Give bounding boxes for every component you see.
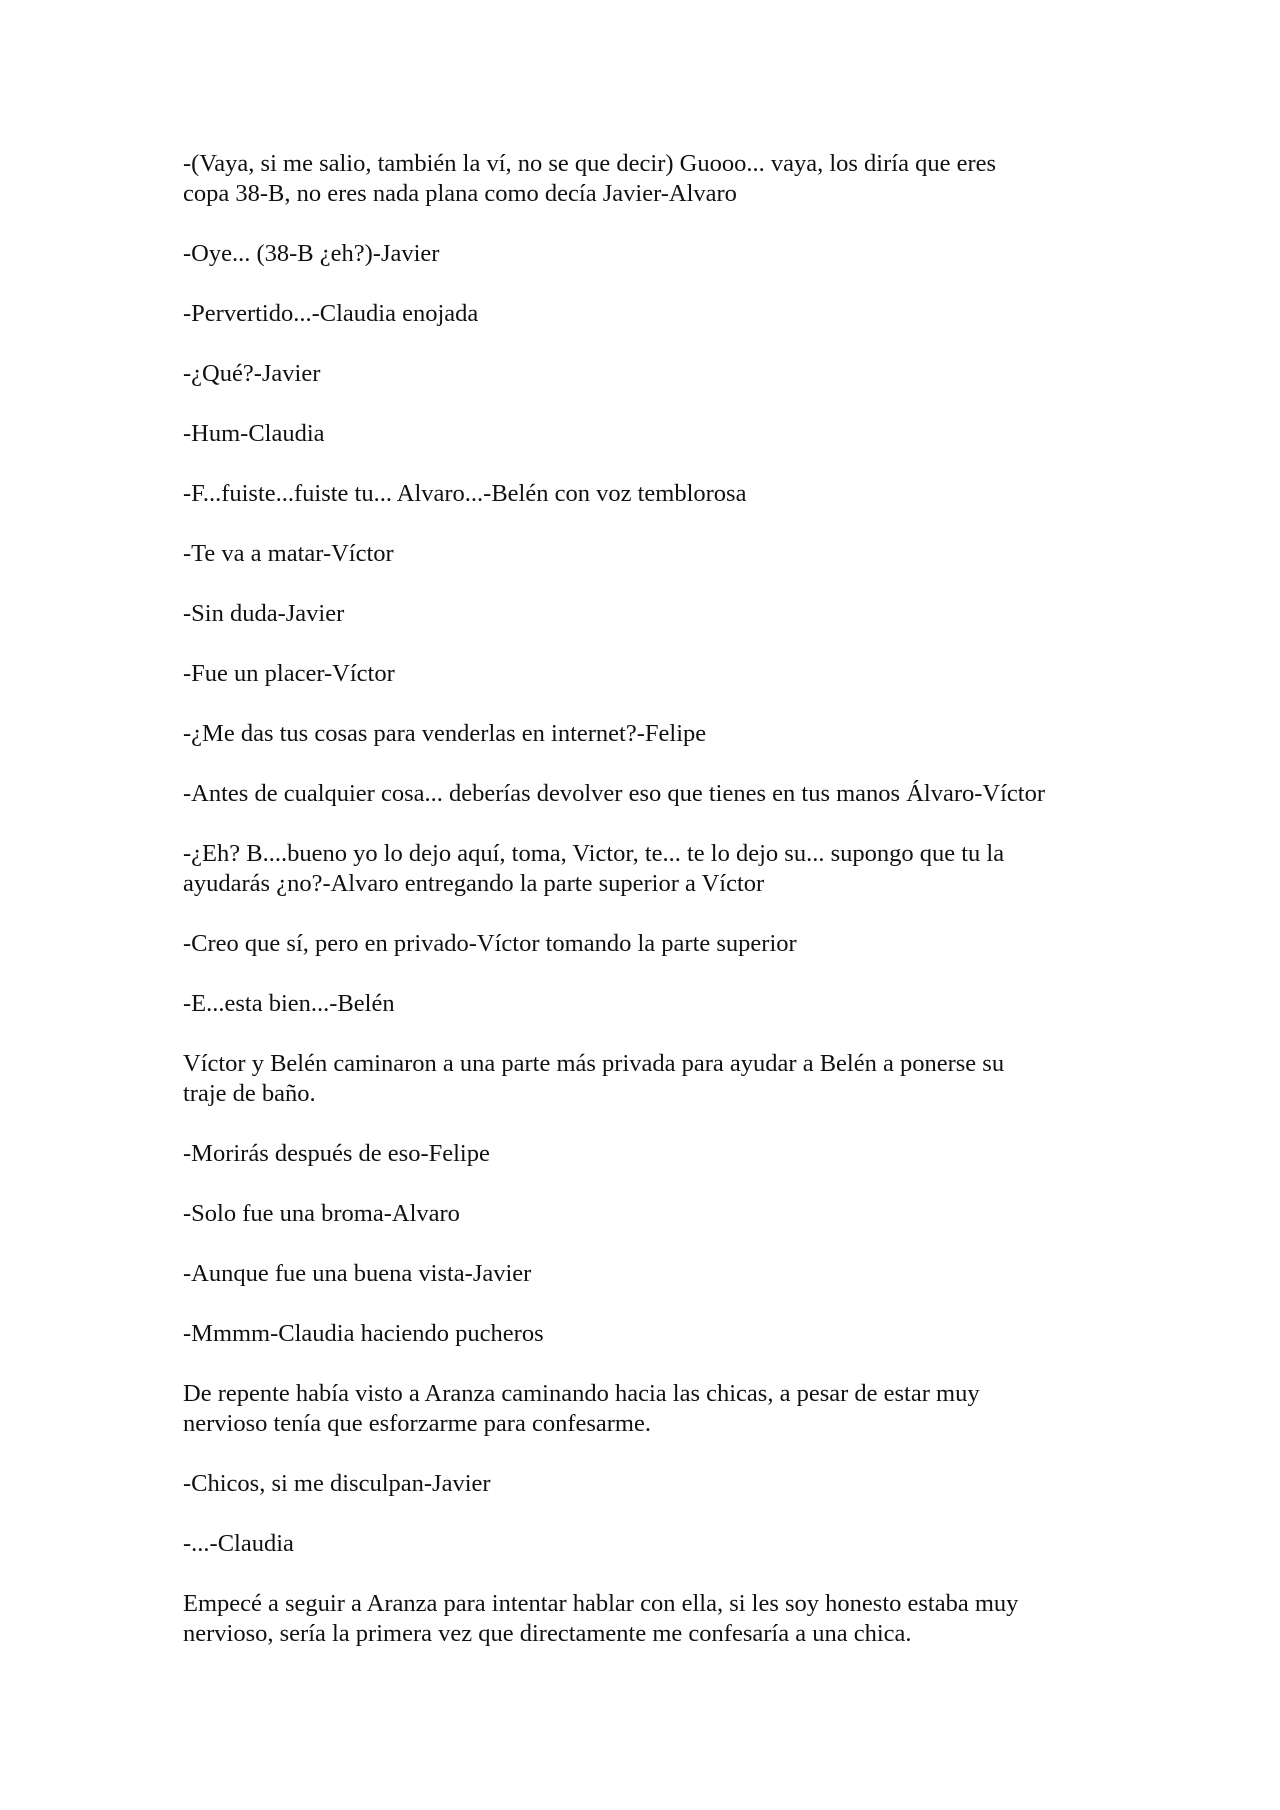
text-line: -Solo fue una broma-Alvaro — [183, 1200, 460, 1227]
paragraph — [183, 1259, 1103, 1289]
text-line: -Sin duda-Javier — [183, 600, 345, 627]
paragraph — [183, 659, 1103, 689]
text-line: nervioso, sería la primera vez que directamente me confesaría a una chica. — [183, 1620, 912, 1647]
text-line: -Morirás después de eso-Felipe — [183, 1140, 490, 1167]
paragraph — [183, 599, 1103, 629]
paragraph — [183, 1589, 1103, 1649]
text-line: -Te va a matar-Víctor — [183, 540, 394, 567]
paragraph — [183, 779, 1103, 809]
text-line: Empecé a seguir a Aranza para intentar hablar con ella, si les soy honesto estaba muy — [183, 1590, 1019, 1617]
document-body — [183, 149, 1103, 1679]
text-line: De repente había visto a Aranza caminando hacia las chicas, a pesar de estar muy — [183, 1380, 980, 1407]
text-line: -Antes de cualquier cosa... deberías devolver eso que tienes en tus manos Álvaro-Víctor — [183, 780, 1045, 807]
text-line: Víctor y Belén caminaron a una parte más privada para ayudar a Belén a ponerse su — [183, 1050, 1005, 1077]
text-line: -...-Claudia — [183, 1530, 294, 1557]
paragraph — [183, 299, 1103, 329]
paragraph — [183, 839, 1103, 899]
paragraph — [183, 1319, 1103, 1349]
text-line: -Aunque fue una buena vista-Javier — [183, 1260, 532, 1287]
text-line: -Hum-Claudia — [183, 420, 325, 447]
text-line: -F...fuiste...fuiste tu... Alvaro...-Belén con voz temblorosa — [183, 480, 747, 507]
text-line: -Pervertido...-Claudia enojada — [183, 300, 479, 327]
paragraph — [183, 1379, 1103, 1439]
text-line: traje de baño. — [183, 1080, 316, 1107]
text-line: -E...esta bien...-Belén — [183, 990, 395, 1017]
paragraph — [183, 1199, 1103, 1229]
paragraph — [183, 419, 1103, 449]
paragraph — [183, 1049, 1103, 1109]
text-line: -Oye... (38-B ¿eh?)-Javier — [183, 240, 440, 267]
text-line: nervioso tenía que esforzarme para confesarme. — [183, 1410, 651, 1437]
paragraph — [183, 1469, 1103, 1499]
text-line: -Chicos, si me disculpan-Javier — [183, 1470, 491, 1497]
paragraph — [183, 359, 1103, 389]
paragraph — [183, 479, 1103, 509]
paragraph — [183, 1139, 1103, 1169]
paragraph — [183, 1529, 1103, 1559]
paragraph — [183, 929, 1103, 959]
text-line: -¿Qué?-Javier — [183, 360, 321, 387]
paragraph — [183, 719, 1103, 749]
paragraph — [183, 239, 1103, 269]
text-line: -Fue un placer-Víctor — [183, 660, 395, 687]
paragraph — [183, 149, 1103, 209]
text-line: -¿Eh? B....bueno yo lo dejo aquí, toma, Victor, te... te lo dejo su... supongo que tu la — [183, 840, 1005, 867]
text-line: -Mmmm-Claudia haciendo pucheros — [183, 1320, 544, 1347]
text-line: -(Vaya, si me salio, también la ví, no se que decir) Guooo... vaya, los diría que eres — [183, 150, 997, 177]
paragraph — [183, 989, 1103, 1019]
paragraph — [183, 539, 1103, 569]
text-line: copa 38-B, no eres nada plana como decía Javier-Alvaro — [183, 180, 737, 207]
text-line: ayudarás ¿no?-Alvaro entregando la parte superior a Víctor — [183, 870, 765, 897]
text-line: -Creo que sí, pero en privado-Víctor tomando la parte superior — [183, 930, 797, 957]
text-line: -¿Me das tus cosas para venderlas en internet?-Felipe — [183, 720, 707, 747]
